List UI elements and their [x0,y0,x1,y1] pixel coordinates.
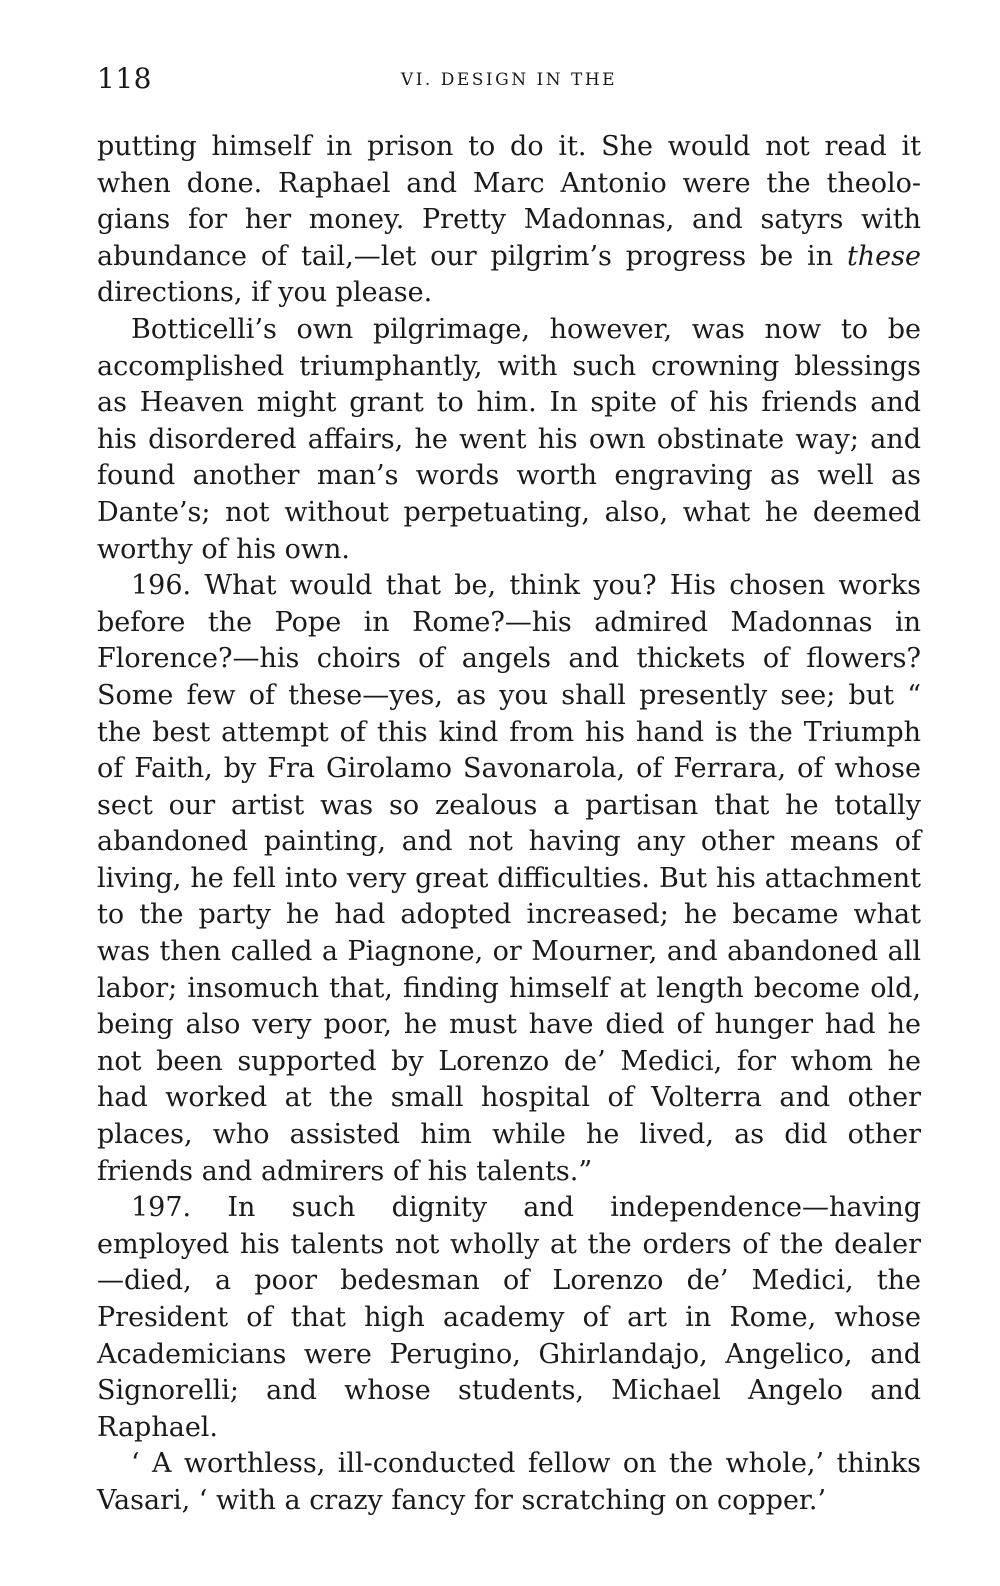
emphasis-these: these [846,240,921,272]
running-head: VI. DESIGN IN THE [400,70,618,90]
paragraph-1: putting himself in prison to do it. She would not read it when done. Raphael and Marc Antonio were the theologians for her money. Pretty Madonnas, and satyrs with abundance of tail,—let our pilgrim’s progress be in these directions, if you please. [97,131,921,309]
paragraph-2: Botticelli’s own pilgrimage, however, was now to be accomplished triumphantly, with such crowning blessings as Heaven might grant to him. In spite of his friends and his disordered affairs, he went his own obstinate way; and found another man’s words worth engraving as well as Dante’s; not without perpetuating, also, what he deemed worthy of his own. [97,313,921,565]
body-text [97,129,921,1520]
page-header [97,62,921,102]
paragraph-197: 197. In such dignity and independence—having employed his talents not wholly at the orders of the dealer—died, a poor bedesman of Lorenzo de’ Medici, the President of that high academy of art in Rome, whose Academicians were Perugino, Ghirlandajo, Angelico, and Signorelli; and whose students, Michael Angelo and Raphael. [97,1192,921,1443]
page-number: 118 [97,62,152,95]
paragraph-196: 196. What would that be, think you? His chosen works before the Pope in Rome?—his admired Madonnas in Florence?—his choirs of angels and thickets of flowers? Some few of these—yes, as you shall presently see; but “ the best attempt of this kind from his hand is the Triumph of Faith, by Fra Girolamo Savonarola, of Ferrara, of whose sect our artist was so zealous a partisan that he totally abandoned painting, and not having any other means of living, he fell into very great difficulties. But his attachment to the party he had adopted increased; he became what was then called a Piagnone, or Mourner, and abandoned all labor; insomuch that, finding himself at length become old, being also very poor, he must have died of hunger had he not been supported by Lorenzo de’ Medici, for whom he had worked at the small hospital of Volterra and other places, who assisted him while he lived, as did other friends and admirers of his talents.” [97,570,921,1187]
paragraph-vasari-quote: ‘ A worthless, ill-conducted fellow on the whole,’ thinks Vasari, ‘ with a crazy fancy for scratching on copper.’ [97,1448,921,1516]
